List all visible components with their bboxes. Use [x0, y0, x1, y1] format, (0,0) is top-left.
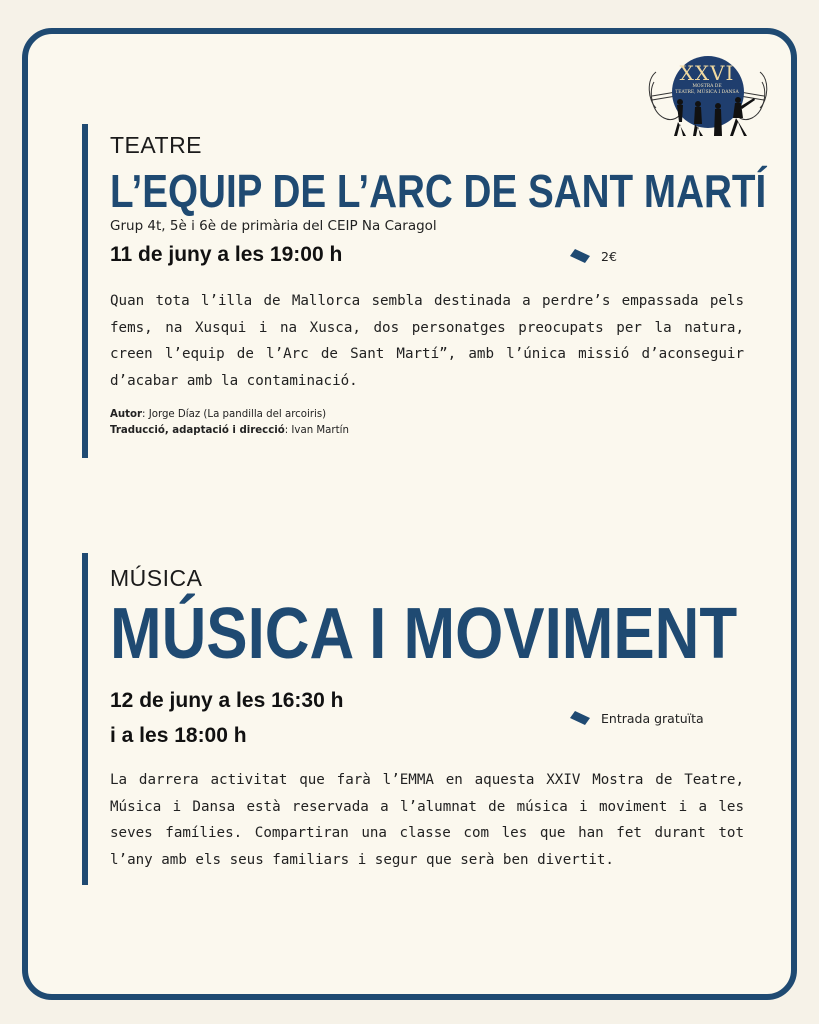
ticket-icon	[569, 248, 591, 264]
credit-direction: Traducció, adaptació i direcció: Ivan Martín	[110, 425, 349, 436]
event-title: L’EQUIP DE L’ARC DE SANT MARTÍ	[110, 165, 767, 217]
event-price	[569, 710, 704, 726]
event-date-line-2: i a les 18:00 h	[110, 724, 247, 747]
logo-numeral: XXVI	[679, 61, 735, 85]
event-title: MÚSICA I MOVIMENT	[110, 594, 738, 674]
logo-subtitle-1: MOSTRA DE	[692, 84, 722, 89]
event-date-line-1: 12 de juny a les 16:30 h	[110, 689, 344, 712]
event-description: La darrera activitat que farà l’EMMA en aquesta XXIV Mostra de Teatre, Música i Dansa està reservada a l’alumnat de música i moviment i a les seves famílies. Compartiran una classe com les que han fet durant tot l’any amb els seus familiars i segur que serà ben divertit.	[110, 772, 744, 868]
event-teatre	[82, 124, 767, 458]
logo-text	[664, 62, 750, 96]
ticket-icon	[569, 710, 591, 726]
event-musica	[82, 553, 748, 885]
credit-author: Autor: Jorge Díaz (La pandilla del arcoiris)	[110, 409, 327, 420]
price-label: Entrada gratuïta	[601, 710, 704, 726]
event-price	[569, 248, 617, 264]
logo-subtitle-2: TEATRE, MÚSICA I DANSA	[675, 90, 739, 95]
price-label: 2€	[601, 248, 617, 264]
event-category: MÚSICA	[110, 565, 203, 591]
event-subtitle: Grup 4t, 5è i 6è de primària del CEIP Na Caragol	[110, 218, 437, 234]
event-category: TEATRE	[110, 132, 203, 158]
event-description: Quan tota l’illa de Mallorca sembla destinada a perdre’s empassada pels fems, na Xusqui i na Xusca, dos personatges preocupats per la natura, creen l’equip de l’Arc de Sant Martí”, amb l’única missió d’aconseguir d’acabar amb la contaminació.	[110, 293, 744, 389]
event-credits	[110, 407, 349, 439]
event-date: 11 de juny a les 19:00 h	[110, 243, 343, 266]
